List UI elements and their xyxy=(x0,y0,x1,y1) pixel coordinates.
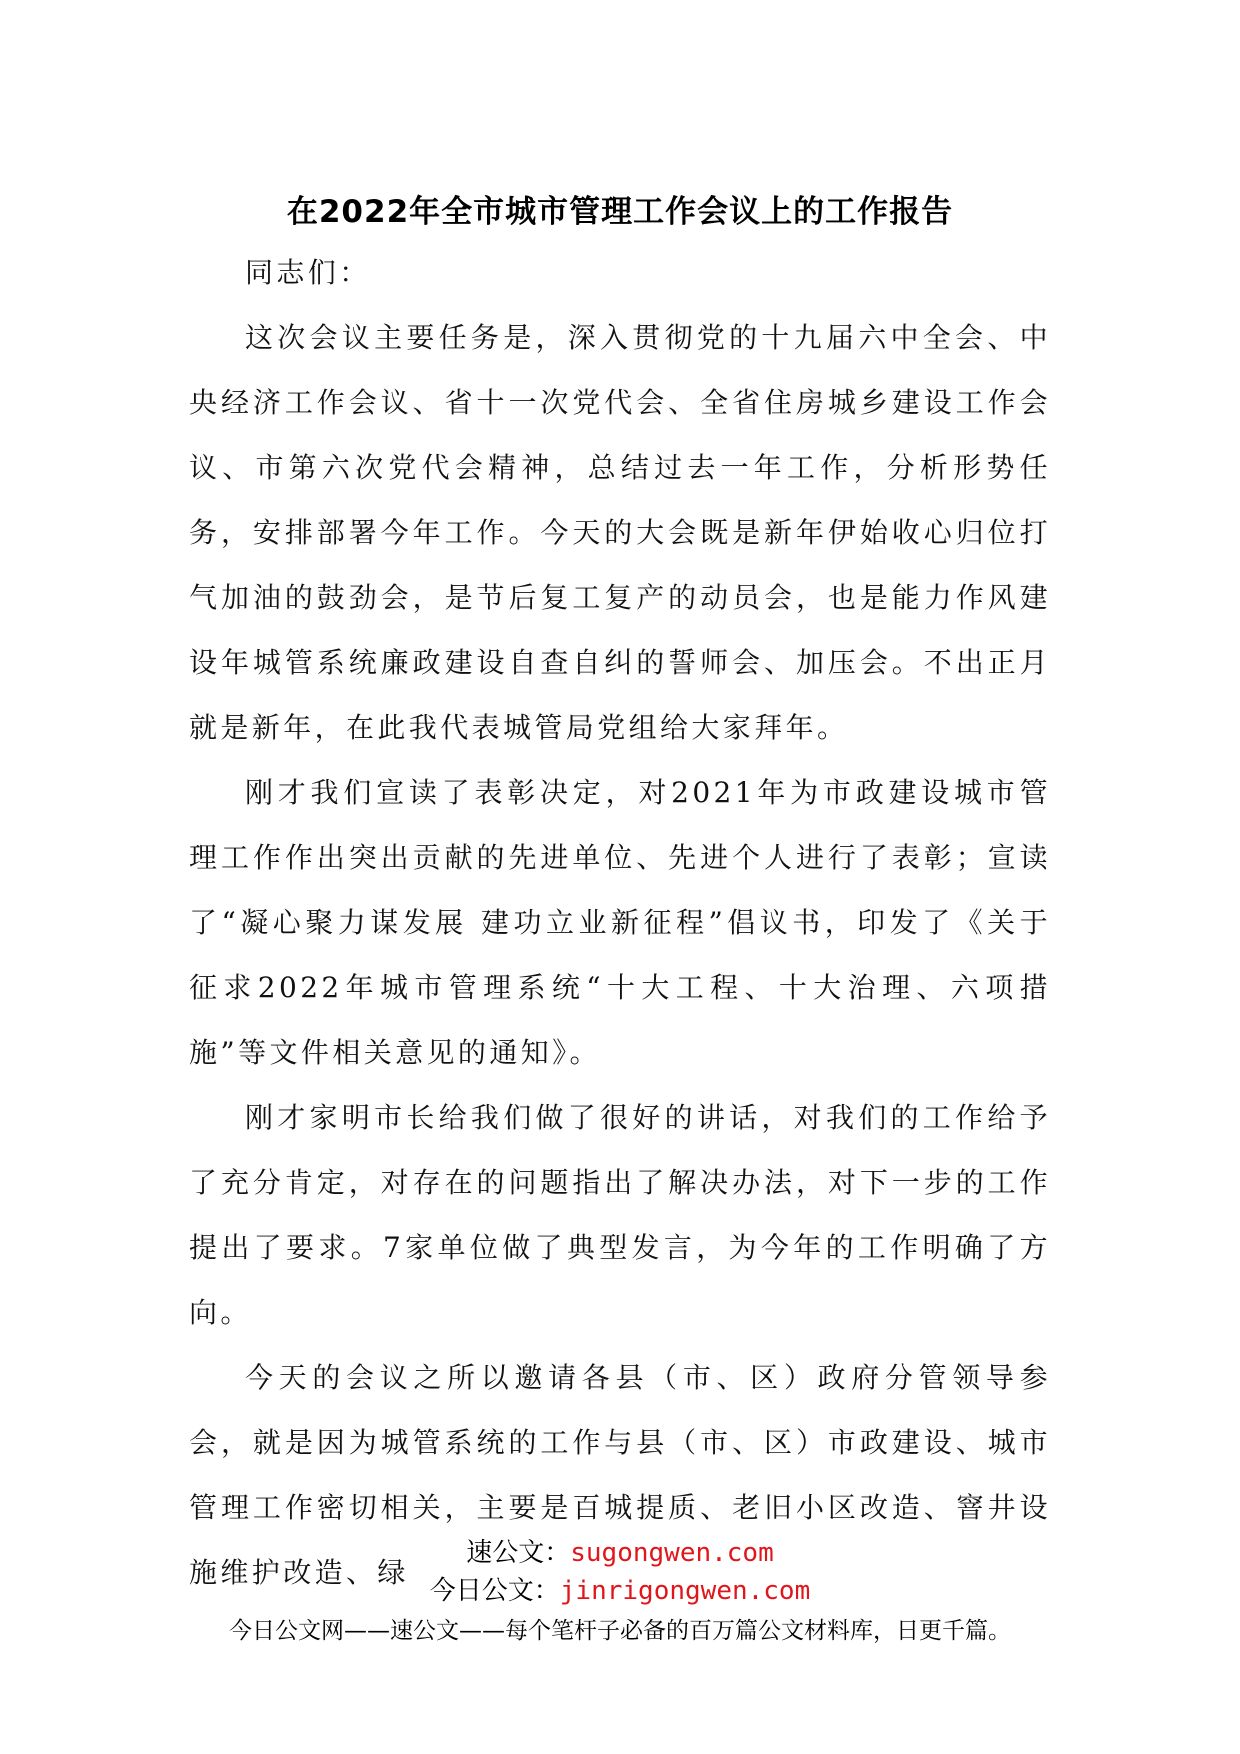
footer-label-sugongwen: 速公文： xyxy=(466,1538,571,1568)
footer-tagline: 今日公文网——速公文——每个笔杆子必备的百万篇公文材料库，日更千篇。 xyxy=(229,1618,1011,1644)
paragraph: 刚才我们宣读了表彰决定，对2021年为市政建设城市管理工作作出突出贡献的先进单位、先进个人进行了表彰；宣读了“凝心聚力谋发展 建功立业新征程”倡议书，印发了《关于征求2022年城市管理系统“十大工程、十大治理、六项措施”等文件相关意见的通知》。 xyxy=(189,776,1051,1069)
document-body xyxy=(189,240,1051,1605)
paragraph: 今天的会议之所以邀请各县（市、区）政府分管领导参会，就是因为城管系统的工作与县（市、区）市政建设、城市管理工作密切相关，主要是百城提质、老旧小区改造、窨井设施维护改造、绿 xyxy=(189,1361,1051,1589)
footer-label-jinrigongwen: 今日公文： xyxy=(429,1576,560,1606)
paragraph: 这次会议主要任务是，深入贯彻党的十九届六中全会、中央经济工作会议、省十一次党代会、全省住房城乡建设工作会议、市第六次党代会精神，总结过去一年工作，分析形势任务，安排部署今年工作。今天的大会既是新年伊始收心归位打气加油的鼓劲会，是节后复工复产的动员会，也是能力作风建设年城管系统廉政建设自查自纠的誓师会、加压会。不出正月就是新年，在此我代表城管局党组给大家拜年。 xyxy=(189,321,1051,744)
footer-sugongwen xyxy=(0,1535,1240,1571)
jinrigongwen-link[interactable]: jinrigongwen.com xyxy=(559,1576,811,1606)
sugongwen-link[interactable]: sugongwen.com xyxy=(570,1538,774,1568)
paragraph: 刚才家明市长给我们做了很好的讲话，对我们的工作给予了充分肯定，对存在的问题指出了解决办法，对下一步的工作提出了要求。7家单位做了典型发言，为今年的工作明确了方向。 xyxy=(189,1101,1051,1329)
salutation: 同志们： xyxy=(245,256,371,289)
footer-jinrigongwen xyxy=(0,1573,1240,1609)
document-title: 在2022年全市城市管理工作会议上的工作报告 xyxy=(286,194,954,230)
